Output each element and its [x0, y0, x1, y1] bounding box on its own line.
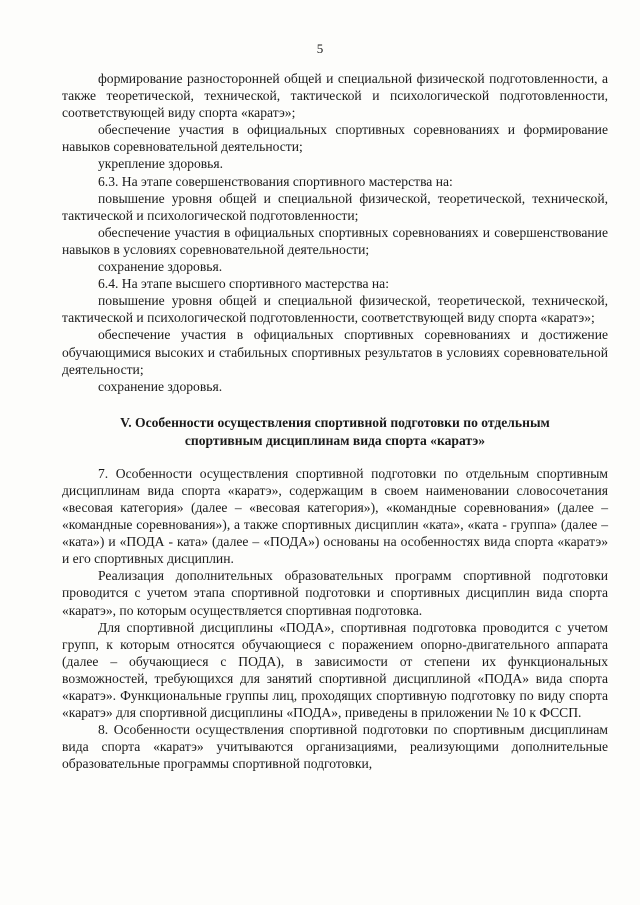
paragraph: повышение уровня общей и специальной физической, теоретической, технической, тактической и психологической подготовленности, соответствующей виду спорта «каратэ»;	[62, 293, 608, 326]
page-number: 5	[316, 41, 324, 56]
document-body	[62, 70, 608, 772]
paragraph: 8. Особенности осуществления спортивной подготовки по спортивным дисциплинам вида спорта «каратэ» учитываются организациями, реализующими дополнительные образовательные программы спортивной подготовки,	[62, 722, 608, 772]
paragraph: укрепление здоровья.	[98, 156, 224, 172]
paragraph: обеспечение участия в официальных спортивных соревнованиях и совершенствование навыков в условиях соревновательной деятельности;	[62, 224, 608, 257]
paragraph: обеспечение участия в официальных спортивных соревнованиях и достижение обучающимися высоких и стабильных спортивных результатов в условиях соревновательной деятельности;	[62, 327, 608, 377]
paragraph: 6.3. На этапе совершенствования спортивного мастерства на:	[98, 173, 453, 189]
paragraph: обеспечение участия в официальных спортивных соревнованиях и формирование навыков соревновательной деятельности;	[62, 122, 608, 155]
paragraph: сохранение здоровья.	[98, 378, 223, 394]
paragraph: 6.4. На этапе высшего спортивного мастерства на:	[98, 276, 389, 292]
paragraph: Для спортивной дисциплины «ПОДА», спортивная подготовка проводится с учетом групп, к которым относятся обучающиеся с поражением опорно-двигательного аппарата (далее – обучающиеся с ПОДА), в зависимости от степени их функциональных возможностей, требующихся для занятий спортивной дисциплиной «ПОДА» вида спорта «каратэ». Функциональные группы лиц, проходящих спортивную подготовку по виду спорта «каратэ» для спортивной дисциплины «ПОДА», приведены в приложении № 10 к ФССП.	[62, 619, 608, 721]
paragraph: повышение уровня общей и специальной физической, теоретической, технической, тактической и психологической подготовленности;	[62, 190, 608, 223]
paragraph: Реализация дополнительных образовательных программ спортивной подготовки проводится с учетом этапа спортивной подготовки и спортивных дисциплин вида спорта «каратэ», по которым осуществляется спортивная подготовка.	[62, 568, 608, 618]
section-heading-line: V. Особенности осуществления спортивной подготовки по отдельным	[120, 414, 550, 430]
paragraph: 7. Особенности осуществления спортивной подготовки по отдельным спортивным дисциплинам вида спорта «каратэ», содержащим в своем наименовании словосочетания «весовая категория» (далее – «весовая категория»), «командные соревнования» (далее – «командные соревнования»), а также спортивных дисциплин «ката», «ката - группа» (далее – «ката») и «ПОДА - ката» (далее – «ПОДА») основаны на особенностях вида спорта «каратэ» и его спортивных дисциплин.	[62, 465, 608, 567]
paragraph: формирование разносторонней общей и специальной физической подготовленности, а также теоретической, технической, тактической и психологической подготовленности, соответствующей виду спорта «каратэ»;	[62, 71, 608, 121]
paragraph: сохранение здоровья.	[98, 259, 223, 275]
section-heading	[62, 414, 608, 450]
section-heading-line: спортивным дисциплинам вида спорта «каратэ»	[184, 432, 486, 448]
